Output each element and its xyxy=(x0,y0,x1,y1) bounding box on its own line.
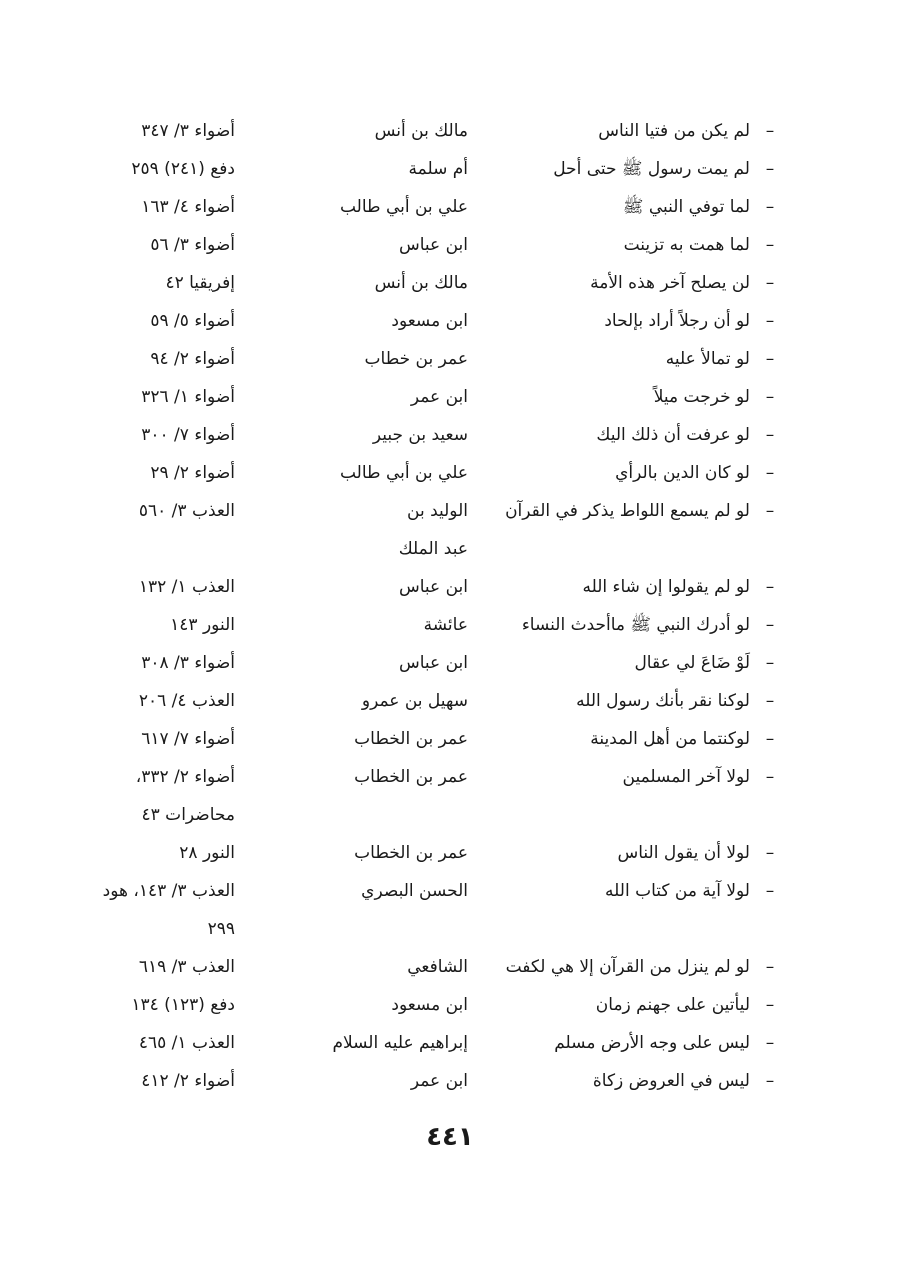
entry-narrator: ابن عباس xyxy=(398,653,468,673)
entry-source: النور ٢٨ xyxy=(179,843,235,863)
index-entry xyxy=(0,340,900,378)
entry-source: النور ١٤٣ xyxy=(170,615,235,635)
entry-source: أضواء ٧/ ٦١٧ xyxy=(141,729,235,749)
entry-phrase: ليس على وجه الأرض مسلم xyxy=(554,1033,750,1053)
entry-source: العذب ٣/ ٥٦٠ xyxy=(138,501,235,521)
index-entry xyxy=(0,226,900,264)
entry-narrator: علي بن أبي طالب xyxy=(339,463,468,483)
entry-dash: – xyxy=(765,159,775,179)
index-entry xyxy=(0,416,900,454)
entry-source: أضواء ٢/ ٤١٢ xyxy=(141,1071,235,1091)
entry-narrator: الحسن البصري xyxy=(361,881,468,901)
entry-phrase: لو عرفت أن ذلك اليك xyxy=(596,425,750,445)
entry-phrase: لما همت به تزينت xyxy=(623,235,750,255)
entry-phrase: لم يكن من فتيا الناس xyxy=(598,121,750,141)
entry-narrator: ابن مسعود xyxy=(391,311,468,331)
entry-phrase: لو لم يقولوا إن شاء الله xyxy=(582,577,750,597)
entry-source: أضواء ٤/ ١٦٣ xyxy=(141,197,235,217)
entry-narrator: أم سلمة xyxy=(408,159,468,179)
entry-phrase: لم يمت رسول ﷺ حتى أحل xyxy=(553,159,750,179)
entry-dash: – xyxy=(765,577,775,597)
entry-dash: – xyxy=(765,463,775,483)
entry-phrase: لولا آخر المسلمين xyxy=(622,767,750,787)
index-entry xyxy=(0,150,900,188)
entry-dash: – xyxy=(765,311,775,331)
index-entry xyxy=(0,302,900,340)
entry-narrator: ابن عمر xyxy=(410,387,468,407)
entry-narrator: ابن عباس xyxy=(398,235,468,255)
entry-dash: – xyxy=(765,425,775,445)
entry-source: أضواء ١/ ٣٢٦ xyxy=(141,387,235,407)
entry-source: العذب ٣/ ١٤٣، هود xyxy=(102,881,235,901)
entry-phrase: لو خرجت ميلاً xyxy=(653,387,750,407)
entry-source-continued: محاضرات ٤٣ xyxy=(141,805,235,825)
entry-dash: – xyxy=(765,691,775,711)
entry-dash: – xyxy=(765,653,775,673)
entry-source: أضواء ٣/ ٥٦ xyxy=(150,235,235,255)
entry-dash: – xyxy=(765,995,775,1015)
entry-source: العذب ٣/ ٦١٩ xyxy=(138,957,235,977)
index-entry xyxy=(0,1062,900,1100)
entry-source: أضواء ٣/ ٣٤٧ xyxy=(141,121,235,141)
index-entry xyxy=(0,188,900,226)
entry-dash: – xyxy=(765,843,775,863)
entry-narrator: إبراهيم عليه السلام xyxy=(332,1033,468,1053)
entry-narrator: عائشة xyxy=(423,615,468,635)
entry-source: العذب ١/ ٤٦٥ xyxy=(138,1033,235,1053)
index-entry xyxy=(0,1024,900,1062)
entry-dash: – xyxy=(765,501,775,521)
entry-dash: – xyxy=(765,1071,775,1091)
entry-phrase: لو لم يسمع اللواط يذكر في القرآن xyxy=(505,501,750,521)
entry-source: أضواء ٢/ ٣٣٢، xyxy=(135,767,235,787)
entry-narrator: علي بن أبي طالب xyxy=(339,197,468,217)
entry-dash: – xyxy=(765,767,775,787)
entry-phrase: ليأتين على جهنم زمان xyxy=(595,995,750,1015)
entry-source: أضواء ٢/ ٢٩ xyxy=(150,463,235,483)
entry-phrase: لو أدرك النبي ﷺ ماأحدث النساء xyxy=(521,615,750,635)
entry-dash: – xyxy=(765,197,775,217)
entry-narrator: ابن مسعود xyxy=(391,995,468,1015)
entry-dash: – xyxy=(765,729,775,749)
index-entry xyxy=(0,986,900,1024)
index-entry xyxy=(0,492,900,568)
entry-narrator: ابن عباس xyxy=(398,577,468,597)
entry-source: أضواء ٢/ ٩٤ xyxy=(150,349,235,369)
entry-source: دفع (١٢٣) ١٣٤ xyxy=(131,995,235,1015)
entry-dash: – xyxy=(765,273,775,293)
entry-phrase: لو تمالأ عليه xyxy=(665,349,750,369)
index-entry xyxy=(0,378,900,416)
entry-source: أضواء ٧/ ٣٠٠ xyxy=(141,425,235,445)
entry-narrator: عمر بن خطاب xyxy=(364,349,468,369)
index-entry xyxy=(0,568,900,606)
entry-phrase: لولا أن يقول الناس xyxy=(617,843,750,863)
entry-phrase: لو لم ينزل من القرآن إلا هي لكفت xyxy=(505,957,750,977)
entry-narrator: عمر بن الخطاب xyxy=(354,729,468,749)
entry-phrase: لَوْ ضَاعَ لي عقال xyxy=(634,653,750,673)
index-entry xyxy=(0,112,900,150)
entry-dash: – xyxy=(765,121,775,141)
index-entry xyxy=(0,606,900,644)
index-entry xyxy=(0,264,900,302)
entry-narrator: عمر بن الخطاب xyxy=(354,767,468,787)
entry-narrator: الوليد بن xyxy=(407,501,468,521)
narrations-index-list xyxy=(0,112,900,1100)
entry-source: دفع (٢٤١) ٢٥٩ xyxy=(131,159,235,179)
entry-narrator: سهيل بن عمرو xyxy=(361,691,468,711)
entry-phrase: لو أن رجلاً أراد بإلحاد xyxy=(604,311,750,331)
entry-phrase: لما توفي النبي ﷺ xyxy=(622,197,750,217)
entry-phrase: لوكنتما من أهل المدينة xyxy=(590,729,750,749)
entry-source-continued: ٢٩٩ xyxy=(207,919,235,939)
entry-dash: – xyxy=(765,881,775,901)
entry-dash: – xyxy=(765,349,775,369)
index-entry xyxy=(0,834,900,872)
entry-dash: – xyxy=(765,957,775,977)
index-entry xyxy=(0,720,900,758)
page-number: ٤٤١ xyxy=(426,1122,474,1152)
index-entry xyxy=(0,682,900,720)
index-entry xyxy=(0,644,900,682)
entry-source: إفريقيا ٤٢ xyxy=(165,273,235,293)
entry-phrase: لولا آية من كتاب الله xyxy=(605,881,750,901)
entry-phrase: لن يصلح آخر هذه الأمة xyxy=(590,273,750,293)
entry-narrator: عمر بن الخطاب xyxy=(354,843,468,863)
entry-dash: – xyxy=(765,615,775,635)
entry-narrator: ابن عمر xyxy=(410,1071,468,1091)
entry-source: أضواء ٥/ ٥٩ xyxy=(150,311,235,331)
entry-dash: – xyxy=(765,1033,775,1053)
entry-dash: – xyxy=(765,387,775,407)
entry-phrase: لو كان الدين بالرأي xyxy=(615,463,750,483)
entry-phrase: لوكنا نقر بأنك رسول الله xyxy=(576,691,750,711)
entry-narrator-continued: عبد الملك xyxy=(398,539,468,559)
index-entry xyxy=(0,758,900,834)
entry-source: العذب ٤/ ٢٠٦ xyxy=(138,691,235,711)
index-entry xyxy=(0,454,900,492)
entry-narrator: مالك بن أنس xyxy=(374,121,468,141)
entry-source: العذب ١/ ١٣٢ xyxy=(138,577,235,597)
entry-source: أضواء ٣/ ٣٠٨ xyxy=(141,653,235,673)
entry-narrator: مالك بن أنس xyxy=(374,273,468,293)
entry-narrator: سعيد بن جبير xyxy=(372,425,468,445)
entry-phrase: ليس في العروض زكاة xyxy=(592,1071,750,1091)
index-entry xyxy=(0,948,900,986)
entry-narrator: الشافعي xyxy=(407,957,468,977)
entry-dash: – xyxy=(765,235,775,255)
index-entry xyxy=(0,872,900,948)
